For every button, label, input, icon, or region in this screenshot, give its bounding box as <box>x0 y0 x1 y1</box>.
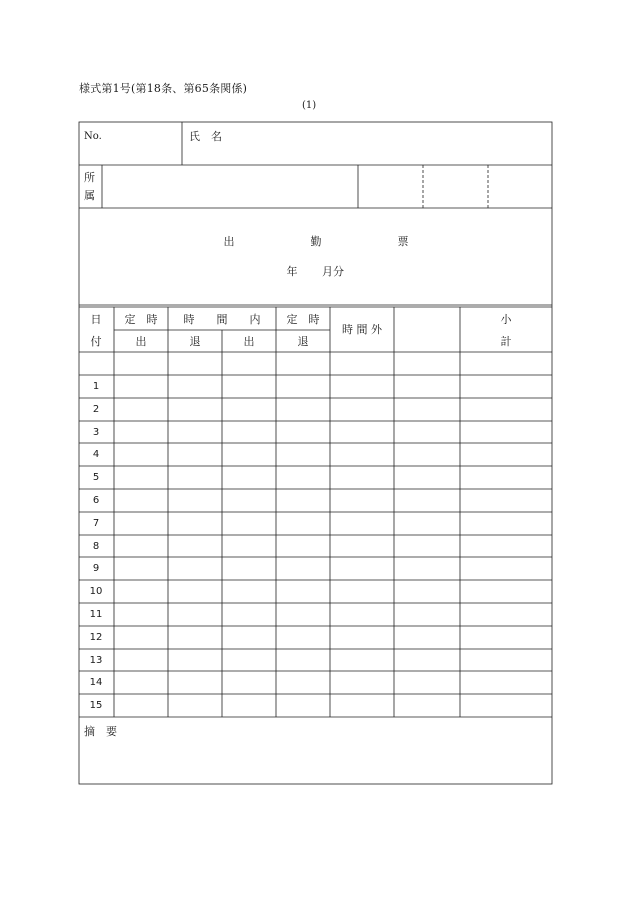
page-number: (1) <box>302 100 317 111</box>
name-label: 氏 名 <box>189 130 222 143</box>
header-regular-time-2: 定 時 <box>286 313 320 326</box>
header-date-line1: 日 <box>90 313 102 326</box>
row-number: 6 <box>92 495 100 506</box>
row-number: 13 <box>89 655 103 666</box>
row-number: 12 <box>89 632 103 643</box>
row-number: 8 <box>92 541 100 552</box>
title-char-2: 勤 <box>310 235 322 248</box>
row-number: 2 <box>92 404 100 415</box>
header-leave-1: 退 <box>189 335 201 348</box>
form-title: 様式第1号(第18条、第65条関係) <box>79 82 248 95</box>
title-char-1: 出 <box>223 235 235 248</box>
row-number: 10 <box>89 586 103 597</box>
header-attend-1: 出 <box>135 335 147 348</box>
year-label: 年 <box>286 265 298 278</box>
header-date-line2: 付 <box>90 335 102 348</box>
title-char-3: 票 <box>397 235 409 248</box>
row-number: 1 <box>92 381 100 392</box>
affiliation-label-line1: 所 <box>84 171 95 184</box>
header-leave-2: 退 <box>297 335 309 348</box>
row-number: 4 <box>92 449 100 460</box>
row-number: 3 <box>92 427 100 438</box>
row-number: 5 <box>92 472 100 483</box>
row-number: 14 <box>89 677 103 688</box>
row-number: 11 <box>89 609 103 620</box>
month-label: 月分 <box>322 265 344 278</box>
header-in-hours: 時 間 内 <box>183 313 261 326</box>
remarks-label: 摘 要 <box>84 725 117 738</box>
header-subtotal-line1: 小 <box>500 313 512 326</box>
row-number: 9 <box>92 563 100 574</box>
header-regular-time-1: 定 時 <box>124 313 158 326</box>
header-attend-2: 出 <box>243 335 255 348</box>
header-overtime: 時 間 外 <box>342 323 382 336</box>
row-number: 7 <box>92 518 100 529</box>
row-number: 15 <box>89 700 103 711</box>
affiliation-label-line2: 属 <box>84 189 95 202</box>
no-label: No. <box>84 131 102 142</box>
header-subtotal-line2: 計 <box>500 335 512 348</box>
outer-border <box>79 122 552 784</box>
